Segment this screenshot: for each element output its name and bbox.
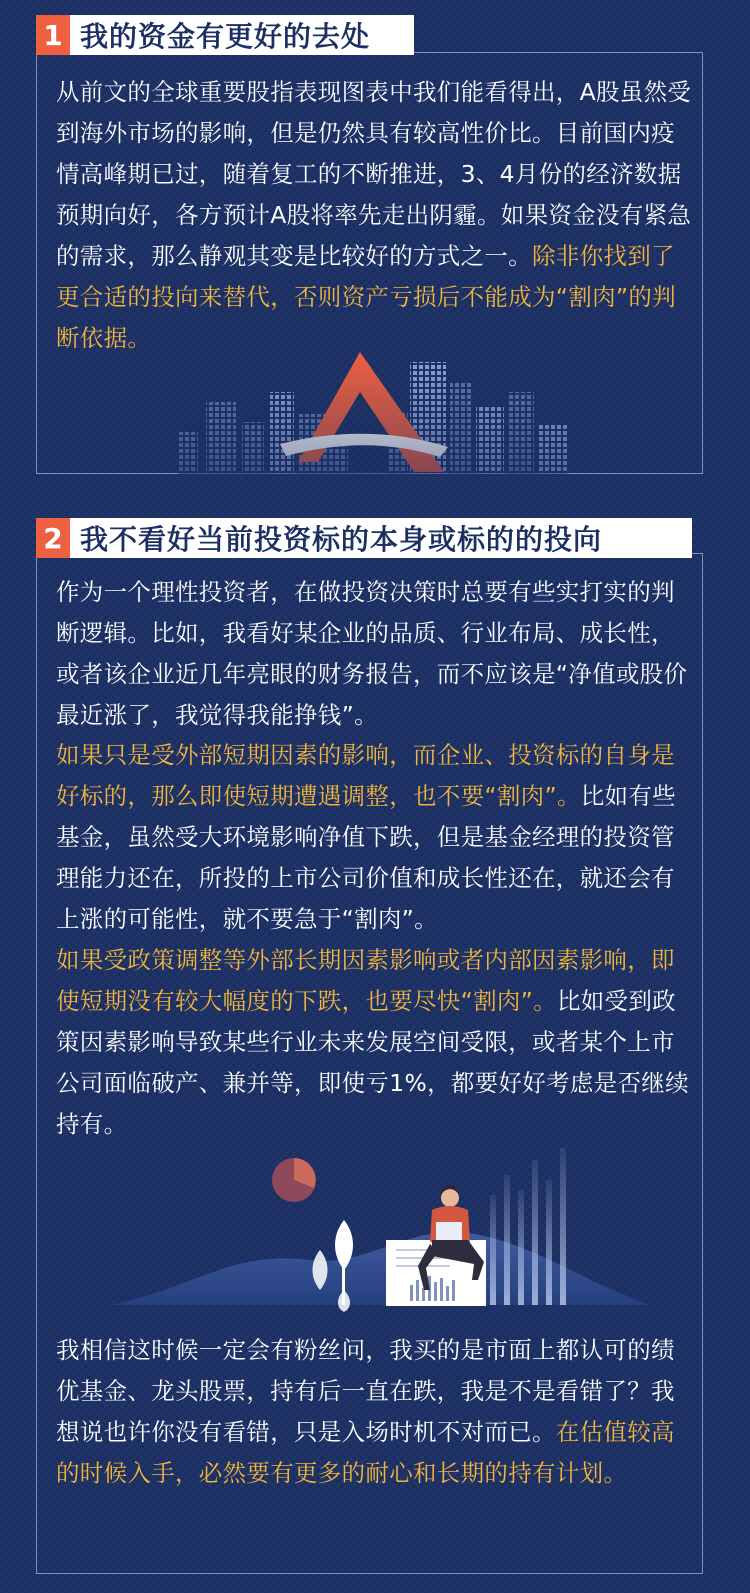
section-2-paragraph-1: 作为一个理性投资者，在做投资决策时总要有些实打实的判断逻辑。比如，我看好某企业的品质、行业布局、成长性，或者该企业近几年亮眼的财务报告，而不应该是“净值或股价最近涨了，我觉得我能挣钱”。 [56,578,688,729]
section-2-title: 我不看好当前投资标的本身或标的的投向 [70,518,692,558]
person-with-laptop-charts-icon [110,1140,650,1312]
section-2-p4-text: 我相信这时候一定会有粉丝问，我买的是市面上都认可的绩优基金、龙头股票，持有后一直在跌，我是不是看错了？我想说也许你没有看错，只是入场时机不对而已。 [56,1336,675,1446]
section-2-p2-highlight: 如果只是受外部短期因素的影响，而企业、投资标的自身是好标的，那么即使短期遭遇调整，也不要“割肉”。 [56,741,675,810]
section-2-p3-text: 比如受到政策因素影响导致某些行业未来发展空间受限，或者某个上市公司面临破产、兼并等，即使亏1%，都要好好考虑是否继续持有。 [56,987,689,1138]
section-1-header [36,15,414,55]
section-2-paragraph-4 [56,1330,696,1494]
section-2-paragraph-3 [56,940,696,1145]
section-2-p2-text: 比如有些基金，虽然受大环境影响净值下跌，但是基金经理的投资管理能力还在，所投的上市公司价值和成长性还在，就还会有上涨的可能性，就不要急于“割肉”。 [56,782,676,933]
section-1-highlight: 除非你找到了更合适的投向来替代，否则资产亏损后不能成为“割肉”的判断依据。 [56,242,676,352]
city-skyline-a-logo-icon [178,352,568,474]
section-2-p3-highlight: 如果受政策调整等外部长期因素影响或者内部因素影响，即使短期没有较大幅度的下跌，也要尽快“割肉”。 [56,946,675,1015]
section-2-paragraph-2 [56,735,696,940]
section-1-title: 我的资金有更好的去处 [70,15,414,55]
section-1-paragraph [56,72,696,359]
section-1-number: 1 [36,15,70,55]
section-2-header [36,518,692,558]
section-1-text: 从前文的全球重要股指表现图表中我们能看得出，A股虽然受到海外市场的影响，但是仍然具有较高性价比。目前国内疫情高峰期已过，随着复工的不断推进，3、4月份的经济数据预期向好，各方预计A股将率先走出阴霾。如果资金没有紧急的需求，那么静观其变是比较好的方式之一。 [56,78,692,270]
section-2-number: 2 [36,518,70,558]
section-2-p4-highlight: 在估值较高的时候入手，必然要有更多的耐心和长期的持有计划。 [56,1418,675,1487]
